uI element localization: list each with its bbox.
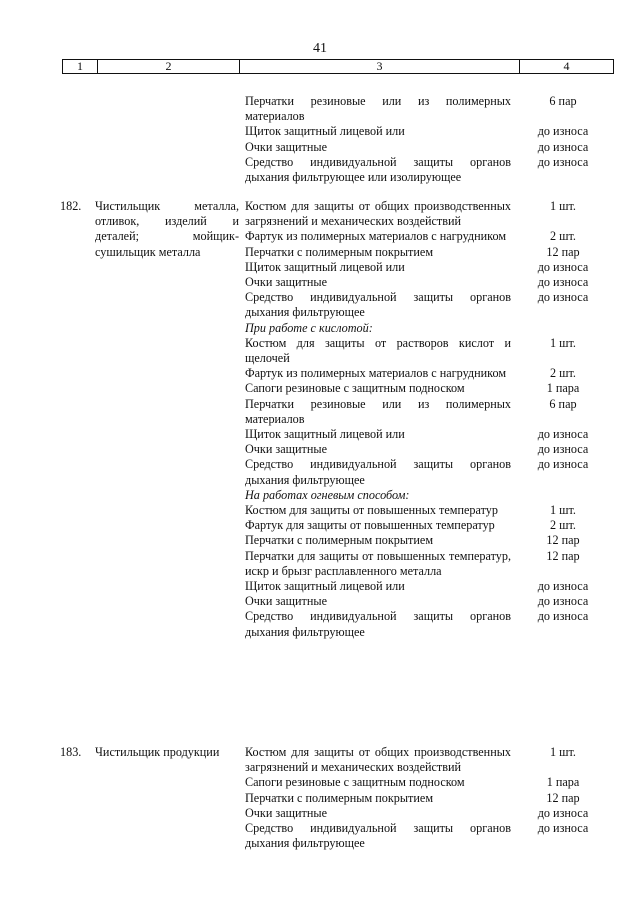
item-quantity: 6 пар (549, 94, 577, 108)
item-name: Щиток защитный лицевой или (245, 579, 405, 594)
list-item (245, 290, 611, 320)
item-quantity (511, 488, 611, 503)
item-name: Средство индивидуальной защиты органов дыхания фильтрующее (245, 821, 511, 851)
occupation-line: Чистильщик металла, (95, 199, 239, 213)
item-name: Костюм для защиты от растворов кислот и щелочей (245, 335, 511, 366)
item-quantity: до износа (537, 594, 589, 609)
occupation-line: деталей; мойщик- (95, 229, 239, 244)
list-item (245, 775, 611, 790)
item-quantity: 12 пар (546, 244, 580, 259)
item-quantity (511, 321, 611, 336)
item-name: Очки защитные (245, 442, 327, 457)
entry-number: 182. (60, 199, 82, 213)
item-quantity: 1 шт. (550, 745, 576, 759)
column-header-row (62, 59, 614, 74)
item-quantity: до износа (537, 805, 589, 820)
list-item (245, 229, 611, 244)
item-name: Костюм для защиты от общих производственных загрязнений и механических воздействий (245, 745, 511, 775)
list-item (245, 791, 611, 806)
item-name: Средство индивидуальной защиты органов дыхания фильтрующее или изолирующее (245, 154, 511, 185)
entry-182-item-list (245, 199, 611, 640)
condition-label: При работе с кислотой: (245, 320, 373, 335)
list-item (245, 745, 611, 775)
list-item (245, 199, 611, 229)
item-name: Перчатки с полимерным покрытием (245, 533, 434, 548)
list-item (245, 275, 611, 290)
item-quantity: до износа (537, 609, 589, 624)
item-quantity: 6 пар (549, 396, 577, 411)
column-header-2: 2 (98, 60, 240, 73)
item-quantity: 1 шт. (550, 199, 576, 213)
item-name: Перчатки с полимерным покрытием (245, 244, 434, 259)
condition-label: На работах огневым способом: (245, 487, 410, 502)
condition-heading (245, 321, 611, 336)
item-name: Фартук из полимерных материалов с нагрудником (245, 229, 507, 244)
item-name: Сапоги резиновые с защитным подноском (245, 381, 465, 396)
item-name: Средство индивидуальной защиты органов дыхания фильтрующее (245, 457, 511, 487)
item-name: Фартук для защиты от повышенных температур (245, 518, 495, 533)
item-name: Очки защитные (245, 805, 327, 820)
column-header-1: 1 (63, 60, 98, 73)
page-number: 41 (313, 41, 327, 56)
item-quantity: до износа (537, 579, 589, 594)
item-name: Щиток защитный лицевой или (245, 427, 405, 442)
item-quantity: до износа (537, 154, 589, 169)
item-quantity: до износа (537, 139, 589, 154)
list-item (245, 124, 611, 139)
list-item (245, 579, 611, 594)
continuation-item-list (245, 94, 611, 185)
list-item (245, 457, 611, 487)
item-quantity: до износа (537, 427, 589, 442)
occupation-name (95, 745, 239, 760)
list-item (245, 94, 611, 124)
occupation-line: отливок, изделий и (95, 214, 239, 229)
item-quantity: 2 шт. (550, 229, 576, 244)
item-name: Средство индивидуальной защиты органов дыхания фильтрующее (245, 290, 511, 320)
list-item (245, 155, 611, 185)
list-item (245, 260, 611, 275)
list-item (245, 245, 611, 260)
list-item (245, 609, 611, 639)
item-name: Перчатки резиновые или из полимерных материалов (245, 396, 511, 426)
list-item (245, 806, 611, 821)
item-quantity: 1 шт. (550, 335, 576, 350)
list-item (245, 821, 611, 851)
list-item (245, 427, 611, 442)
item-quantity: до износа (537, 442, 589, 457)
item-name: Фартук из полимерных материалов с нагрудником (245, 366, 507, 381)
condition-heading (245, 488, 611, 503)
list-item (245, 594, 611, 609)
list-item (245, 533, 611, 548)
list-item (245, 336, 611, 366)
item-name: Очки защитные (245, 594, 327, 609)
item-name: Перчатки для защиты от повышенных температур, искр и брызг расплавленного металла (245, 548, 511, 578)
list-item (245, 549, 611, 579)
item-quantity: 1 пара (546, 381, 580, 396)
item-quantity: до износа (537, 821, 589, 836)
item-name: Костюм для защиты от повышенных температур (245, 503, 498, 518)
item-quantity: 1 шт. (550, 503, 576, 518)
entry-number: 183. (60, 745, 82, 759)
column-header-4: 4 (563, 59, 570, 73)
occupation-line: сушильщик металла (95, 244, 201, 259)
item-quantity: до износа (537, 457, 589, 472)
item-quantity: 12 пар (546, 790, 580, 805)
item-name: Очки защитные (245, 275, 327, 290)
item-name: Средство индивидуальной защиты органов дыхания фильтрующее (245, 609, 511, 639)
list-item (245, 518, 611, 533)
list-item (245, 140, 611, 155)
item-name: Сапоги резиновые с защитным подноском (245, 775, 465, 790)
occupation-line: Чистильщик продукции (95, 745, 220, 759)
item-quantity: до износа (537, 275, 589, 290)
item-quantity: 2 шт. (550, 366, 576, 381)
item-name: Костюм для защиты от общих производственных загрязнений и механических воздействий (245, 199, 511, 229)
item-quantity: 12 пар (546, 548, 580, 563)
entry-183-item-list (245, 745, 611, 851)
list-item (245, 366, 611, 381)
occupation-name (95, 199, 239, 260)
item-name: Перчатки резиновые или из полимерных материалов (245, 94, 511, 124)
item-name: Очки защитные (245, 139, 327, 154)
list-item (245, 503, 611, 518)
item-name: Перчатки с полимерным покрытием (245, 790, 434, 805)
item-quantity: 1 пара (546, 775, 580, 790)
list-item (245, 397, 611, 427)
item-quantity: 2 шт. (550, 518, 576, 533)
item-quantity: до износа (537, 290, 589, 305)
item-quantity: 12 пар (546, 533, 580, 548)
item-quantity: до износа (537, 259, 589, 274)
item-name: Щиток защитный лицевой или (245, 259, 405, 274)
item-quantity: до износа (537, 124, 589, 139)
list-item (245, 381, 611, 396)
item-name: Щиток защитный лицевой или (245, 124, 405, 139)
column-header-3: 3 (240, 60, 520, 73)
list-item (245, 442, 611, 457)
